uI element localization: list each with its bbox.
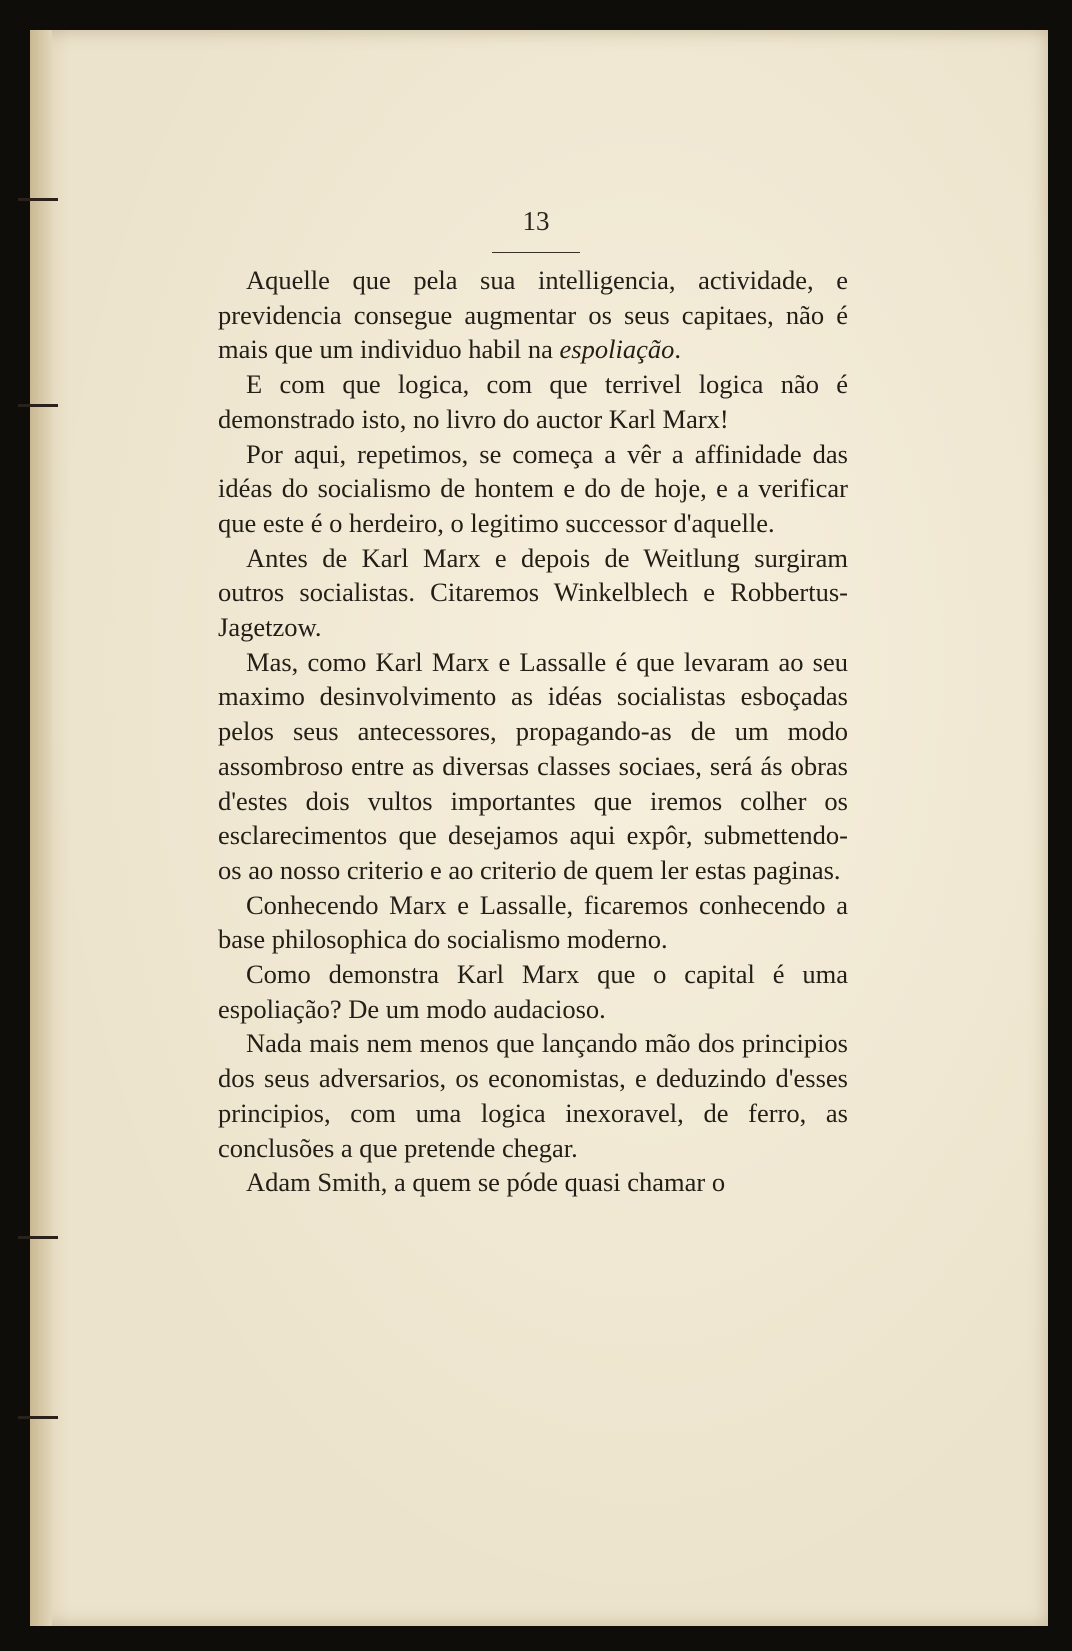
paragraph-text: Como demonstra Karl Marx que o capital é uma espoliação? De um modo audacioso.	[218, 959, 848, 1024]
paragraph	[218, 263, 848, 367]
emphasized-word: espoliação	[559, 334, 675, 365]
paragraph-text: Mas, como Karl Marx e Lassalle é que levaram ao seu maximo desinvolvimento as idéas socialistas esboçadas pelos seus antecessores, propagando-as de um modo assombroso entre as diversas classes sociaes, será ás obras d'estes dois vultos importantes que iremos colher os esclarecimentos que desejamos aqui expôr, submettendo-os ao nosso criterio e ao criterio de quem ler estas paginas.	[218, 646, 848, 885]
paragraph	[218, 1165, 848, 1200]
paragraph	[218, 1026, 848, 1165]
page-binding-edge	[30, 30, 52, 1626]
paragraph	[218, 541, 848, 645]
paragraph-text: Aquelle que pela sua intelligencia, actividade, e previdencia consegue augmentar os seus capitaes, não é mais que um individuo habil na	[218, 265, 848, 365]
paragraph-text: Nada mais nem menos que lançando mão dos principios dos seus adversarios, os economistas, e deduzindo d'esses principios, com uma logica inexoravel, de ferro, as conclusões a que pretende chegar.	[218, 1028, 848, 1163]
header-rule	[492, 252, 580, 253]
body-text	[218, 263, 848, 1200]
binding-stitch	[18, 198, 58, 201]
binding-stitch	[18, 1236, 58, 1239]
paragraph-text: Antes de Karl Marx e depois de Weitlung surgiram outros socialistas. Citaremos Winkelblech e Robbertus-Jagetzow.	[218, 542, 848, 643]
binding-stitch	[18, 404, 58, 407]
paragraph	[218, 367, 848, 436]
paragraph-text: E com que logica, com que terrivel logica não é demonstrado isto, no livro do auctor Karl Marx!	[218, 369, 848, 434]
page-number: 13	[522, 206, 550, 236]
paragraph	[218, 645, 848, 888]
paragraph-text: Adam Smith, a quem se póde quasi chamar o	[246, 1167, 726, 1198]
binding-stitch	[18, 1416, 58, 1419]
paragraph-text: Por aqui, repetimos, se começa a vêr a affinidade das idéas do socialismo de hontem e do de hoje, e a verificar que este é o herdeiro, o legitimo successor d'aquelle.	[218, 438, 848, 538]
paragraph	[218, 957, 848, 1026]
paragraph-text: Conhecendo Marx e Lassalle, ficaremos conhecendo a base philosophica do socialismo moderno.	[218, 889, 848, 955]
paragraph	[218, 888, 848, 957]
paragraph-text-end: .	[674, 334, 681, 365]
paragraph	[218, 437, 848, 541]
